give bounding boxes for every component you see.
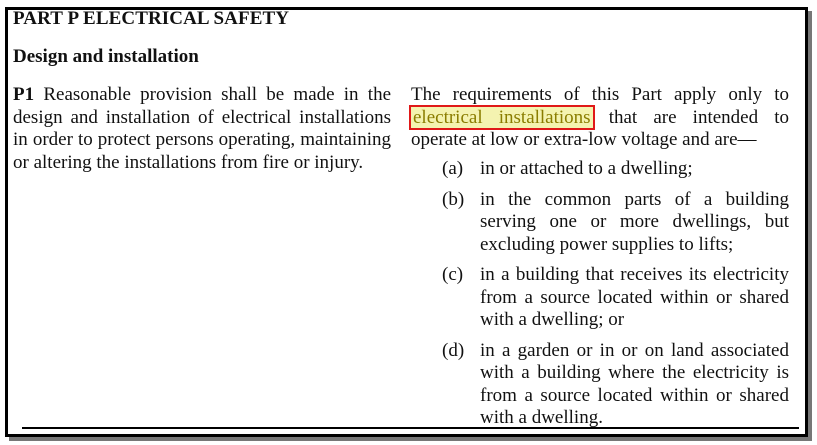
scope-paragraph xyxy=(411,84,789,152)
list-item xyxy=(411,264,789,332)
list-item-label: (a) xyxy=(442,158,464,179)
part-title: PART P ELECTRICAL SAFETY xyxy=(13,8,290,29)
list-item-text: in or attached to a dwelling; xyxy=(480,158,693,179)
requirement-text: Reasonable provision shall be made in the design and installation of electrical installations in order to protect persons operating, maintaining or altering the installations from fire or injury. xyxy=(13,84,391,173)
scope-list xyxy=(411,158,789,438)
list-item-label: (c) xyxy=(442,264,464,285)
list-item-label: (b) xyxy=(442,188,465,210)
frame-shadow-right xyxy=(808,11,812,441)
list-item xyxy=(411,340,789,430)
list-item-label: (d) xyxy=(442,339,465,361)
frame-shadow-bottom xyxy=(9,437,812,441)
requirement-paragraph xyxy=(13,84,391,174)
requirement-id: P1 xyxy=(13,84,35,105)
list-item-text: in a building that receives its electricity from a source located within or shared with a dwelling; or xyxy=(480,264,789,330)
list-item xyxy=(411,158,789,181)
list-item-text: in the common parts of a building serving one or more dwellings, but excluding power supplies to lifts; xyxy=(480,188,789,255)
list-item-text: in a garden or in or on land associated with a building where the electricity is from a source located within or shared with a dwelling. xyxy=(480,339,789,428)
section-title: Design and installation xyxy=(13,46,199,67)
list-item xyxy=(411,189,789,257)
bottom-rule xyxy=(22,427,799,429)
highlighted-phrase[interactable]: electrical installations xyxy=(413,106,591,128)
scope-intro-after: that are intended to operate at low or extra-low voltage and are— xyxy=(411,106,790,150)
scope-intro-before: The requirements of this Part apply only to xyxy=(411,84,789,105)
